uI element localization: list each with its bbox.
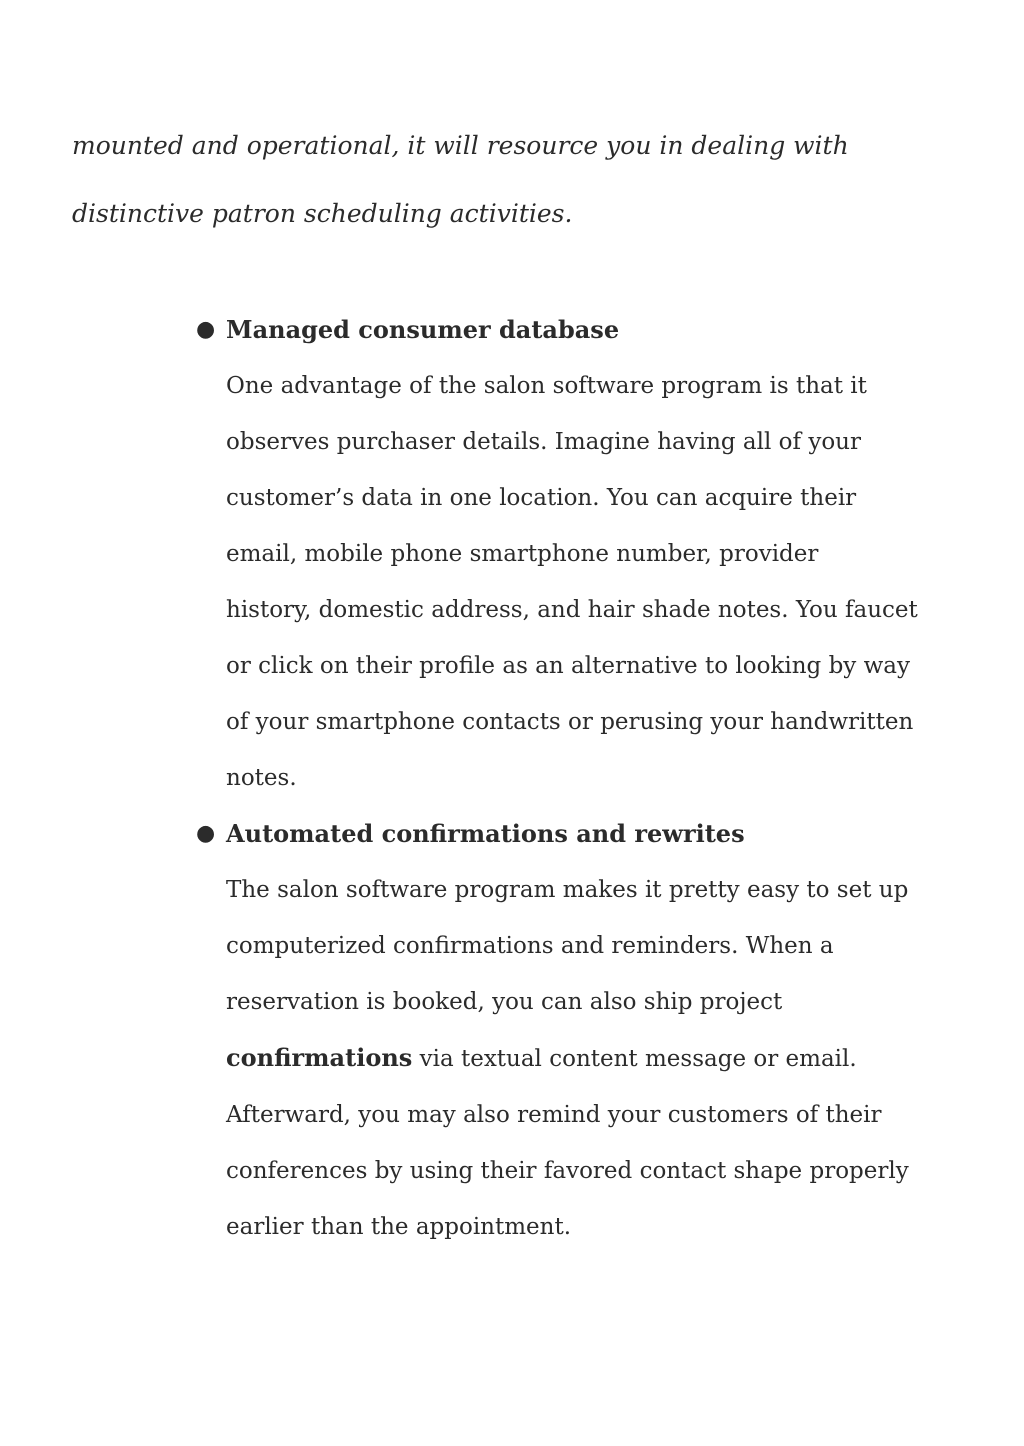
body-line: email, mobile phone smartphone number, provider: [226, 541, 819, 567]
body-line: Afterward, you may also remind your customers of their: [226, 1102, 882, 1128]
body-line: customer’s data in one location. You can acquire their: [226, 485, 857, 511]
body-line-rest: via textual content message or email.: [412, 1046, 857, 1072]
list-item-automated-confirmations: [196, 806, 926, 1255]
body-line: observes purchaser details. Imagine having all of your: [226, 429, 861, 455]
body-line: conferences by using their favored contact shape properly: [226, 1158, 909, 1184]
body-line-mixed: [226, 1030, 926, 1087]
list-item-heading: Managed consumer database: [226, 315, 620, 344]
list-item-managed-consumer-database: [196, 302, 926, 806]
bullet-icon: ●: [196, 821, 216, 846]
bold-link-text: confirmations: [226, 1043, 413, 1072]
body-line: history, domestic address, and hair shade notes. You faucet: [226, 597, 918, 623]
intro-paragraph: [72, 112, 952, 248]
body-line: notes.: [226, 765, 297, 791]
body-line: of your smartphone contacts or perusing your handwritten: [226, 709, 914, 735]
body-line: or click on their profile as an alternative to looking by way: [226, 653, 910, 679]
intro-line: mounted and operational, it will resource you in dealing with: [72, 131, 849, 160]
feature-list: [196, 302, 926, 1255]
body-line: reservation is booked, you can also ship project: [226, 989, 783, 1015]
body-line: One advantage of the salon software program is that it: [226, 373, 867, 399]
list-item-heading: Automated confirmations and rewrites: [226, 819, 745, 848]
body-line: earlier than the appointment.: [226, 1214, 572, 1240]
intro-line: distinctive patron scheduling activities.: [72, 199, 573, 228]
bullet-icon: ●: [196, 317, 216, 342]
body-line: The salon software program makes it pretty easy to set up: [226, 877, 909, 903]
body-line: computerized confirmations and reminders. When a: [226, 933, 834, 959]
